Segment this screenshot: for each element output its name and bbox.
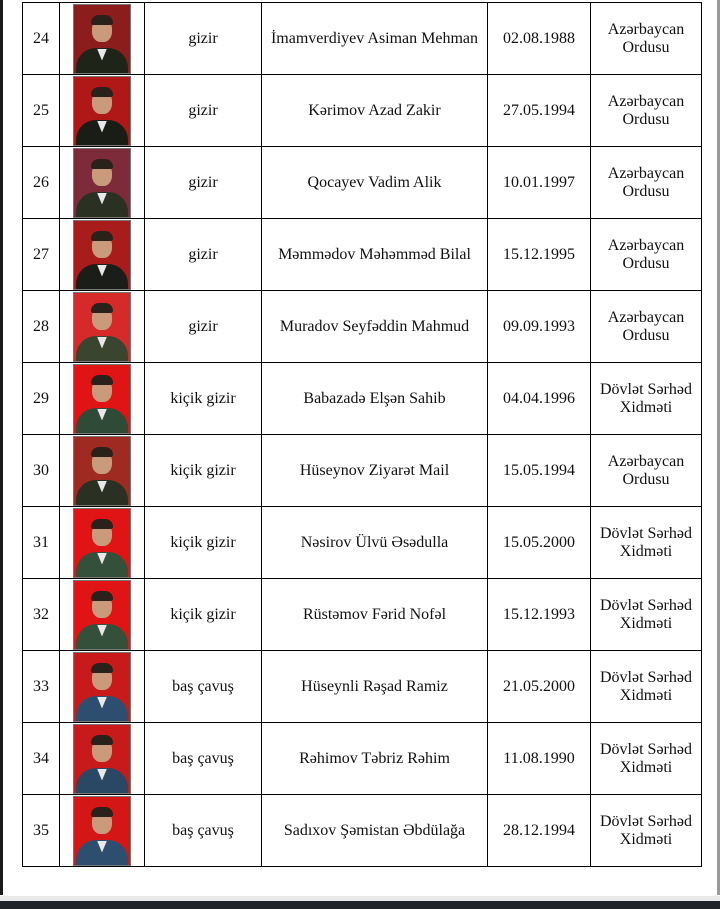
table-row: [23, 147, 702, 219]
birth-date-cell: 15.12.1993: [488, 579, 591, 651]
service-unit-cell: Azərbaycan Ordusu: [591, 435, 702, 507]
roster-body: [23, 3, 702, 867]
service-unit-cell: Dövlət Sərhəd Xidməti: [591, 795, 702, 867]
portrait-cell: [60, 147, 145, 219]
table-row: [23, 651, 702, 723]
portrait-cell: [60, 3, 145, 75]
portrait-cell: [60, 723, 145, 795]
service-unit-cell: Dövlət Sərhəd Xidməti: [591, 363, 702, 435]
portrait-photo: [73, 724, 131, 794]
rank-cell: baş çavuş: [145, 795, 262, 867]
hair-shape: [91, 87, 113, 97]
portrait-photo: [73, 580, 131, 650]
row-number: 35: [23, 795, 60, 867]
row-number: 34: [23, 723, 60, 795]
row-number: 26: [23, 147, 60, 219]
full-name-cell: İmamverdiyev Asiman Mehman: [262, 3, 488, 75]
birth-date-cell: 21.05.2000: [488, 651, 591, 723]
portrait-cell: [60, 363, 145, 435]
rank-cell: gizir: [145, 219, 262, 291]
hair-shape: [91, 663, 113, 673]
table-row: [23, 291, 702, 363]
portrait-cell: [60, 75, 145, 147]
portrait-cell: [60, 219, 145, 291]
table-row: [23, 435, 702, 507]
hair-shape: [91, 15, 113, 25]
service-unit-cell: Azərbaycan Ordusu: [591, 75, 702, 147]
table-row: [23, 507, 702, 579]
service-unit-cell: Dövlət Sərhəd Xidməti: [591, 579, 702, 651]
hair-shape: [91, 447, 113, 457]
hair-shape: [91, 591, 113, 601]
hair-shape: [91, 735, 113, 745]
table-row: [23, 363, 702, 435]
birth-date-cell: 02.08.1988: [488, 3, 591, 75]
service-unit-cell: Azərbaycan Ordusu: [591, 147, 702, 219]
row-number: 31: [23, 507, 60, 579]
rank-cell: kiçik gizir: [145, 363, 262, 435]
hair-shape: [91, 375, 113, 385]
full-name-cell: Hüseynli Rəşad Ramiz: [262, 651, 488, 723]
portrait-photo: [73, 220, 131, 290]
table-row: [23, 579, 702, 651]
portrait-photo: [73, 364, 131, 434]
row-number: 29: [23, 363, 60, 435]
service-unit-cell: Dövlət Sərhəd Xidməti: [591, 723, 702, 795]
portrait-photo: [73, 76, 131, 146]
rank-cell: gizir: [145, 75, 262, 147]
full-name-cell: Məmmədov Məhəmməd Bilal: [262, 219, 488, 291]
viewer-bottom-bar: [0, 901, 720, 909]
hair-shape: [91, 519, 113, 529]
row-number: 24: [23, 3, 60, 75]
table-row: [23, 75, 702, 147]
birth-date-cell: 15.05.1994: [488, 435, 591, 507]
service-unit-cell: Azərbaycan Ordusu: [591, 3, 702, 75]
row-number: 28: [23, 291, 60, 363]
rank-cell: kiçik gizir: [145, 435, 262, 507]
portrait-cell: [60, 435, 145, 507]
portrait-cell: [60, 291, 145, 363]
portrait-photo: [73, 148, 131, 218]
page-left-border: [0, 0, 3, 895]
portrait-photo: [73, 292, 131, 362]
rank-cell: baş çavuş: [145, 651, 262, 723]
row-number: 30: [23, 435, 60, 507]
portrait-cell: [60, 507, 145, 579]
birth-date-cell: 15.05.2000: [488, 507, 591, 579]
rank-cell: baş çavuş: [145, 723, 262, 795]
full-name-cell: Sadıxov Şəmistan Əbdülağa: [262, 795, 488, 867]
portrait-cell: [60, 795, 145, 867]
portrait-photo: [73, 4, 131, 74]
table-row: [23, 219, 702, 291]
rank-cell: kiçik gizir: [145, 579, 262, 651]
birth-date-cell: 09.09.1993: [488, 291, 591, 363]
hair-shape: [91, 303, 113, 313]
portrait-photo: [73, 796, 131, 866]
portrait-cell: [60, 579, 145, 651]
portrait-photo: [73, 508, 131, 578]
full-name-cell: Qocayev Vadim Alik: [262, 147, 488, 219]
service-unit-cell: Azərbaycan Ordusu: [591, 291, 702, 363]
birth-date-cell: 15.12.1995: [488, 219, 591, 291]
birth-date-cell: 11.08.1990: [488, 723, 591, 795]
row-number: 25: [23, 75, 60, 147]
full-name-cell: Babazadə Elşən Sahib: [262, 363, 488, 435]
birth-date-cell: 04.04.1996: [488, 363, 591, 435]
birth-date-cell: 28.12.1994: [488, 795, 591, 867]
rank-cell: kiçik gizir: [145, 507, 262, 579]
birth-date-cell: 27.05.1994: [488, 75, 591, 147]
full-name-cell: Rəhimov Təbriz Rəhim: [262, 723, 488, 795]
table-row: [23, 3, 702, 75]
portrait-photo: [73, 652, 131, 722]
portrait-cell: [60, 651, 145, 723]
row-number: 27: [23, 219, 60, 291]
full-name-cell: Rüstəmov Fərid Nofəl: [262, 579, 488, 651]
service-unit-cell: Azərbaycan Ordusu: [591, 219, 702, 291]
full-name-cell: Nəsirov Ülvü Əsədulla: [262, 507, 488, 579]
full-name-cell: Muradov Seyfəddin Mahmud: [262, 291, 488, 363]
birth-date-cell: 10.01.1997: [488, 147, 591, 219]
rank-cell: gizir: [145, 147, 262, 219]
portrait-photo: [73, 436, 131, 506]
rank-cell: gizir: [145, 291, 262, 363]
hair-shape: [91, 159, 113, 169]
table-row: [23, 723, 702, 795]
table-row: [23, 795, 702, 867]
rank-cell: gizir: [145, 3, 262, 75]
row-number: 32: [23, 579, 60, 651]
service-unit-cell: Dövlət Sərhəd Xidməti: [591, 507, 702, 579]
roster-table: [22, 2, 702, 867]
row-number: 33: [23, 651, 60, 723]
hair-shape: [91, 807, 113, 817]
full-name-cell: Hüseynov Ziyarət Mail: [262, 435, 488, 507]
hair-shape: [91, 231, 113, 241]
full-name-cell: Kərimov Azad Zakir: [262, 75, 488, 147]
service-unit-cell: Dövlət Sərhəd Xidməti: [591, 651, 702, 723]
